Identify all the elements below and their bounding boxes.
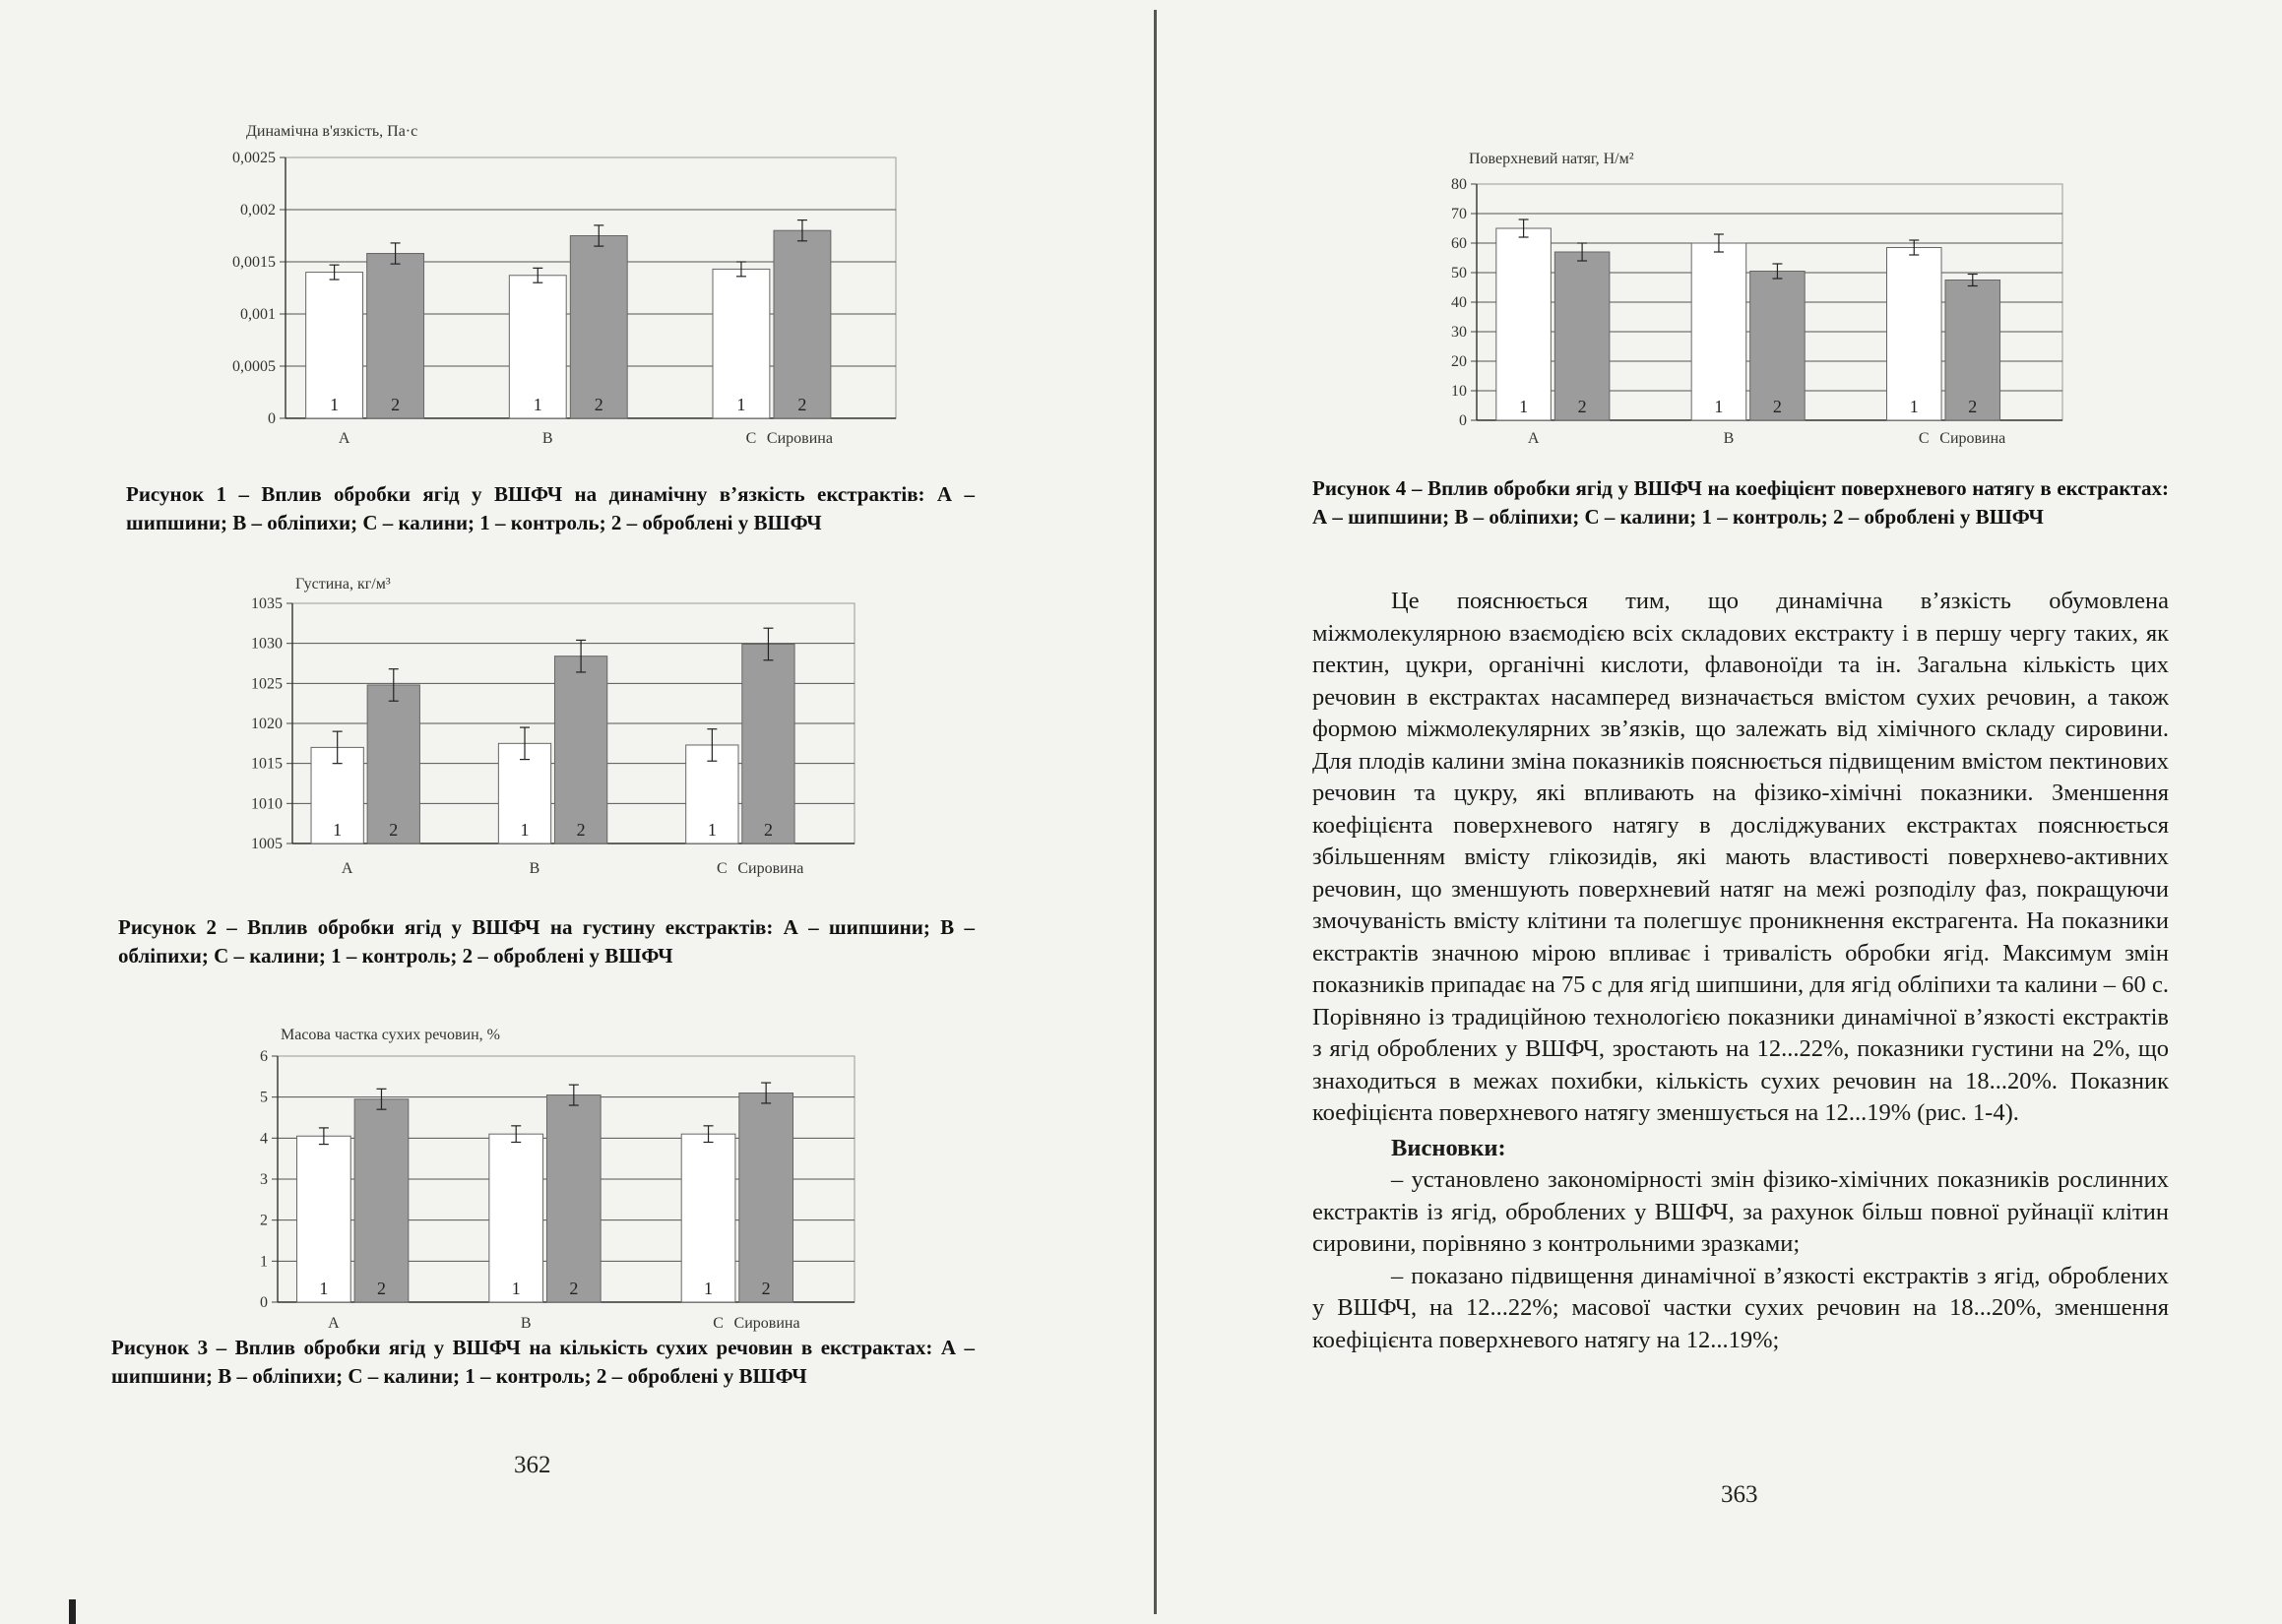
- conclusion-item: – показано підвищення динамічної в’язкості екстрактів з ягід, оброблених у ВШФЧ, на 12...22%; масової частки сухих речовин на 18...20%, зменшення коефіцієнта поверхневого натягу на 12...19%;: [1312, 1262, 2169, 1353]
- y-tick-label: 1015: [251, 755, 283, 773]
- y-tick-label: 1020: [251, 716, 283, 732]
- figure-3: [167, 1027, 916, 1342]
- bar-treated: [367, 254, 424, 418]
- figure-2-ylabel: Густина, кг/м³: [295, 576, 391, 593]
- figure-1: [167, 118, 916, 458]
- bar-number-label: 2: [569, 1279, 579, 1298]
- category-label: B: [529, 860, 540, 877]
- figure-1-ylabel: Динамічна в'язкість, Па·с: [246, 123, 418, 140]
- bar-control: [297, 1136, 351, 1302]
- y-tick-label: 4: [260, 1130, 268, 1148]
- book-spine: [1154, 10, 1157, 1614]
- chart-3: [167, 1027, 916, 1342]
- bar-number-label: 1: [1909, 397, 1919, 416]
- y-tick-label: 1005: [251, 836, 283, 852]
- conclusions-heading: Висновки:: [1391, 1134, 1506, 1161]
- bar-number-label: 1: [736, 395, 746, 414]
- figure-3-caption: Рисунок 3 – Вплив обробки ягід у ВШФЧ на кількість сухих речовин в екстрактах: А – шипшини; В – обліпихи; С – калини; 1 – контроль; 2 – оброблені у ВШФЧ: [111, 1336, 975, 1388]
- figure-2: [167, 576, 916, 891]
- y-tick-label: 0,001: [240, 306, 276, 323]
- y-tick-label: 0,002: [240, 202, 276, 219]
- y-tick-label: 1: [260, 1253, 268, 1271]
- y-tick-label: 1025: [251, 675, 283, 693]
- figure-4: [1427, 148, 2107, 463]
- bar-number-label: 1: [333, 820, 343, 840]
- figure-1-caption: Рисунок 1 – Вплив обробки ягід у ВШФЧ на динамічну в’язкість екстрактів: А – шипшини; В – обліпихи; С – калини; 1 – контроль; 2 – оброблені у ВШФЧ: [126, 482, 975, 534]
- bar-number-label: 1: [533, 395, 542, 414]
- bar-number-label: 2: [1577, 397, 1587, 416]
- bar-control: [1887, 248, 1942, 421]
- bar-number-label: 1: [707, 820, 717, 840]
- category-label: A: [328, 1315, 340, 1332]
- category-label: C: [745, 430, 757, 447]
- y-tick-label: 50: [1451, 265, 1467, 281]
- bar-number-label: 1: [704, 1279, 714, 1298]
- bar-treated: [354, 1099, 409, 1302]
- bar-number-label: 2: [797, 395, 807, 414]
- bar-control: [1691, 243, 1746, 420]
- y-tick-label: 1010: [251, 795, 283, 813]
- y-tick-label: 0,0015: [232, 254, 276, 271]
- right-page-number: 363: [1721, 1481, 1758, 1508]
- y-tick-label: 30: [1451, 324, 1467, 341]
- bar-control: [489, 1134, 543, 1302]
- y-tick-label: 1035: [251, 595, 283, 612]
- y-tick-label: 0,0005: [232, 358, 276, 375]
- bar-number-label: 2: [1772, 397, 1782, 416]
- chart-4: [1427, 148, 2107, 463]
- y-tick-label: 0: [260, 1294, 268, 1311]
- figure-2-caption: Рисунок 2 – Вплив обробки ягід у ВШФЧ на густину екстрактів: А – шипшини; В – обліпихи; С – калини; 1 – контроль; 2 – оброблені у ВШФЧ: [118, 915, 975, 968]
- y-tick-label: 2: [260, 1212, 268, 1229]
- y-tick-label: 20: [1451, 353, 1467, 370]
- x-axis-label: Сировина: [1939, 430, 2006, 447]
- bar-number-label: 2: [576, 820, 586, 840]
- bar-number-label: 2: [594, 395, 603, 414]
- x-axis-label: Сировина: [733, 1315, 800, 1332]
- bar-control: [681, 1134, 735, 1302]
- y-tick-label: 0: [1459, 412, 1467, 429]
- bar-number-label: 2: [389, 820, 399, 840]
- y-tick-label: 3: [260, 1171, 268, 1188]
- bar-treated: [1554, 252, 1610, 420]
- bar-number-label: 2: [391, 395, 401, 414]
- bar-number-label: 1: [330, 395, 340, 414]
- category-label: C: [1918, 430, 1930, 447]
- bar-number-label: 1: [319, 1279, 329, 1298]
- bar-number-label: 2: [376, 1279, 386, 1298]
- figure-4-caption: Рисунок 4 – Вплив обробки ягід у ВШФЧ на коефіцієнт поверхневого натягу в екстрактах: А – шипшини; В – обліпихи; С – калини; 1 – контроль; 2 – оброблені у ВШФЧ: [1312, 476, 2169, 529]
- y-tick-label: 70: [1451, 206, 1467, 222]
- bar-number-label: 1: [1714, 397, 1724, 416]
- category-label: B: [541, 430, 553, 447]
- y-tick-label: 0,0025: [232, 150, 276, 166]
- bar-number-label: 2: [1968, 397, 1978, 416]
- bar-number-label: 1: [1519, 397, 1529, 416]
- category-label: A: [341, 860, 353, 877]
- left-page-number: 362: [514, 1452, 551, 1478]
- category-label: C: [713, 1315, 724, 1332]
- x-axis-label: Сировина: [766, 430, 833, 447]
- y-tick-label: 5: [260, 1089, 268, 1106]
- margin-mark: [69, 1599, 76, 1624]
- y-tick-label: 80: [1451, 176, 1467, 193]
- bar-number-label: 2: [763, 820, 773, 840]
- bar-number-label: 2: [761, 1279, 771, 1298]
- bar-control: [1496, 228, 1552, 420]
- body-paragraph: Це пояснюється тим, що динамічна в’язкість обумовлена міжмолекулярною взаємодією всіх складових екстракту і в першу чергу таких, як пектин, цукри, органічні кислоти, флавоноїди та ін. Загальна кількість цих речовин в екстрактах насамперед визначається вмістом сухих речовин, а також формою міжмолекулярних зв’язків, що залежать від хімічного складу сировини. Для плодів калини зміна показників пояснюється підвищеним вмістом пектинових речовин та цукру, які впливають на фізико-хімічні показники. Зменшення коефіцієнта поверхневого натягу в досліджуваних екстрактах пояснюється збільшенням вмісту глікозидів, які мають властивості поверхнево-активних речовин, що зменшують поверхневий натяг на межі розподілу фаз, покращуючи змочуваність вмісту клітини та полегшує проникнення екстрагента. На показники екстрактів значною мірою впливає і тривалість обробки ягід. Максимум змін показників припадає на 75 с для ягід шипшини, для ягід обліпихи та калини – 60 с. Порівняно із традиційною технологією показники динамічної в’язкості екстрактів з ягід оброблених у ВШФЧ, зростають на 12...22%, показники густини на 2%, що знаходиться в межах похибки, кількість сухих речовин на 18...20%. Показник коефіцієнта поверхневого натягу зменшується на 12...19% (рис. 1-4).: [1312, 588, 2169, 1126]
- y-tick-label: 40: [1451, 294, 1467, 311]
- bar-number-label: 1: [511, 1279, 521, 1298]
- category-label: A: [338, 430, 350, 447]
- category-label: B: [520, 1315, 532, 1332]
- figure-3-ylabel: Масова частка сухих речовин, %: [281, 1027, 500, 1043]
- category-label: B: [1723, 430, 1735, 447]
- chart-2: [167, 576, 916, 891]
- bar-treated: [742, 644, 794, 843]
- chart-1: [167, 118, 916, 458]
- category-label: A: [1527, 430, 1540, 447]
- bar-treated: [739, 1093, 793, 1303]
- x-axis-label: Сировина: [737, 860, 804, 877]
- y-tick-label: 10: [1451, 383, 1467, 400]
- y-tick-label: 0: [268, 410, 276, 427]
- conclusion-item: – установлено закономірності змін фізико-хімічних показників рослинних екстрактів із ягід, оброблених у ВШФЧ, за рахунок більш повної руйнації клітин сировини, порівняно з контрольними зразками;: [1312, 1166, 2169, 1257]
- bar-treated: [774, 230, 831, 418]
- bar-treated: [546, 1095, 601, 1302]
- figure-4-ylabel: Поверхневий натяг, Н/м²: [1469, 151, 1634, 167]
- y-tick-label: 1030: [251, 635, 283, 653]
- bar-treated: [554, 656, 606, 843]
- category-label: C: [717, 860, 728, 877]
- y-tick-label: 60: [1451, 235, 1467, 252]
- bar-number-label: 1: [520, 820, 530, 840]
- body-text: [1312, 586, 2169, 1356]
- y-tick-label: 6: [260, 1048, 268, 1065]
- bar-treated: [570, 236, 627, 419]
